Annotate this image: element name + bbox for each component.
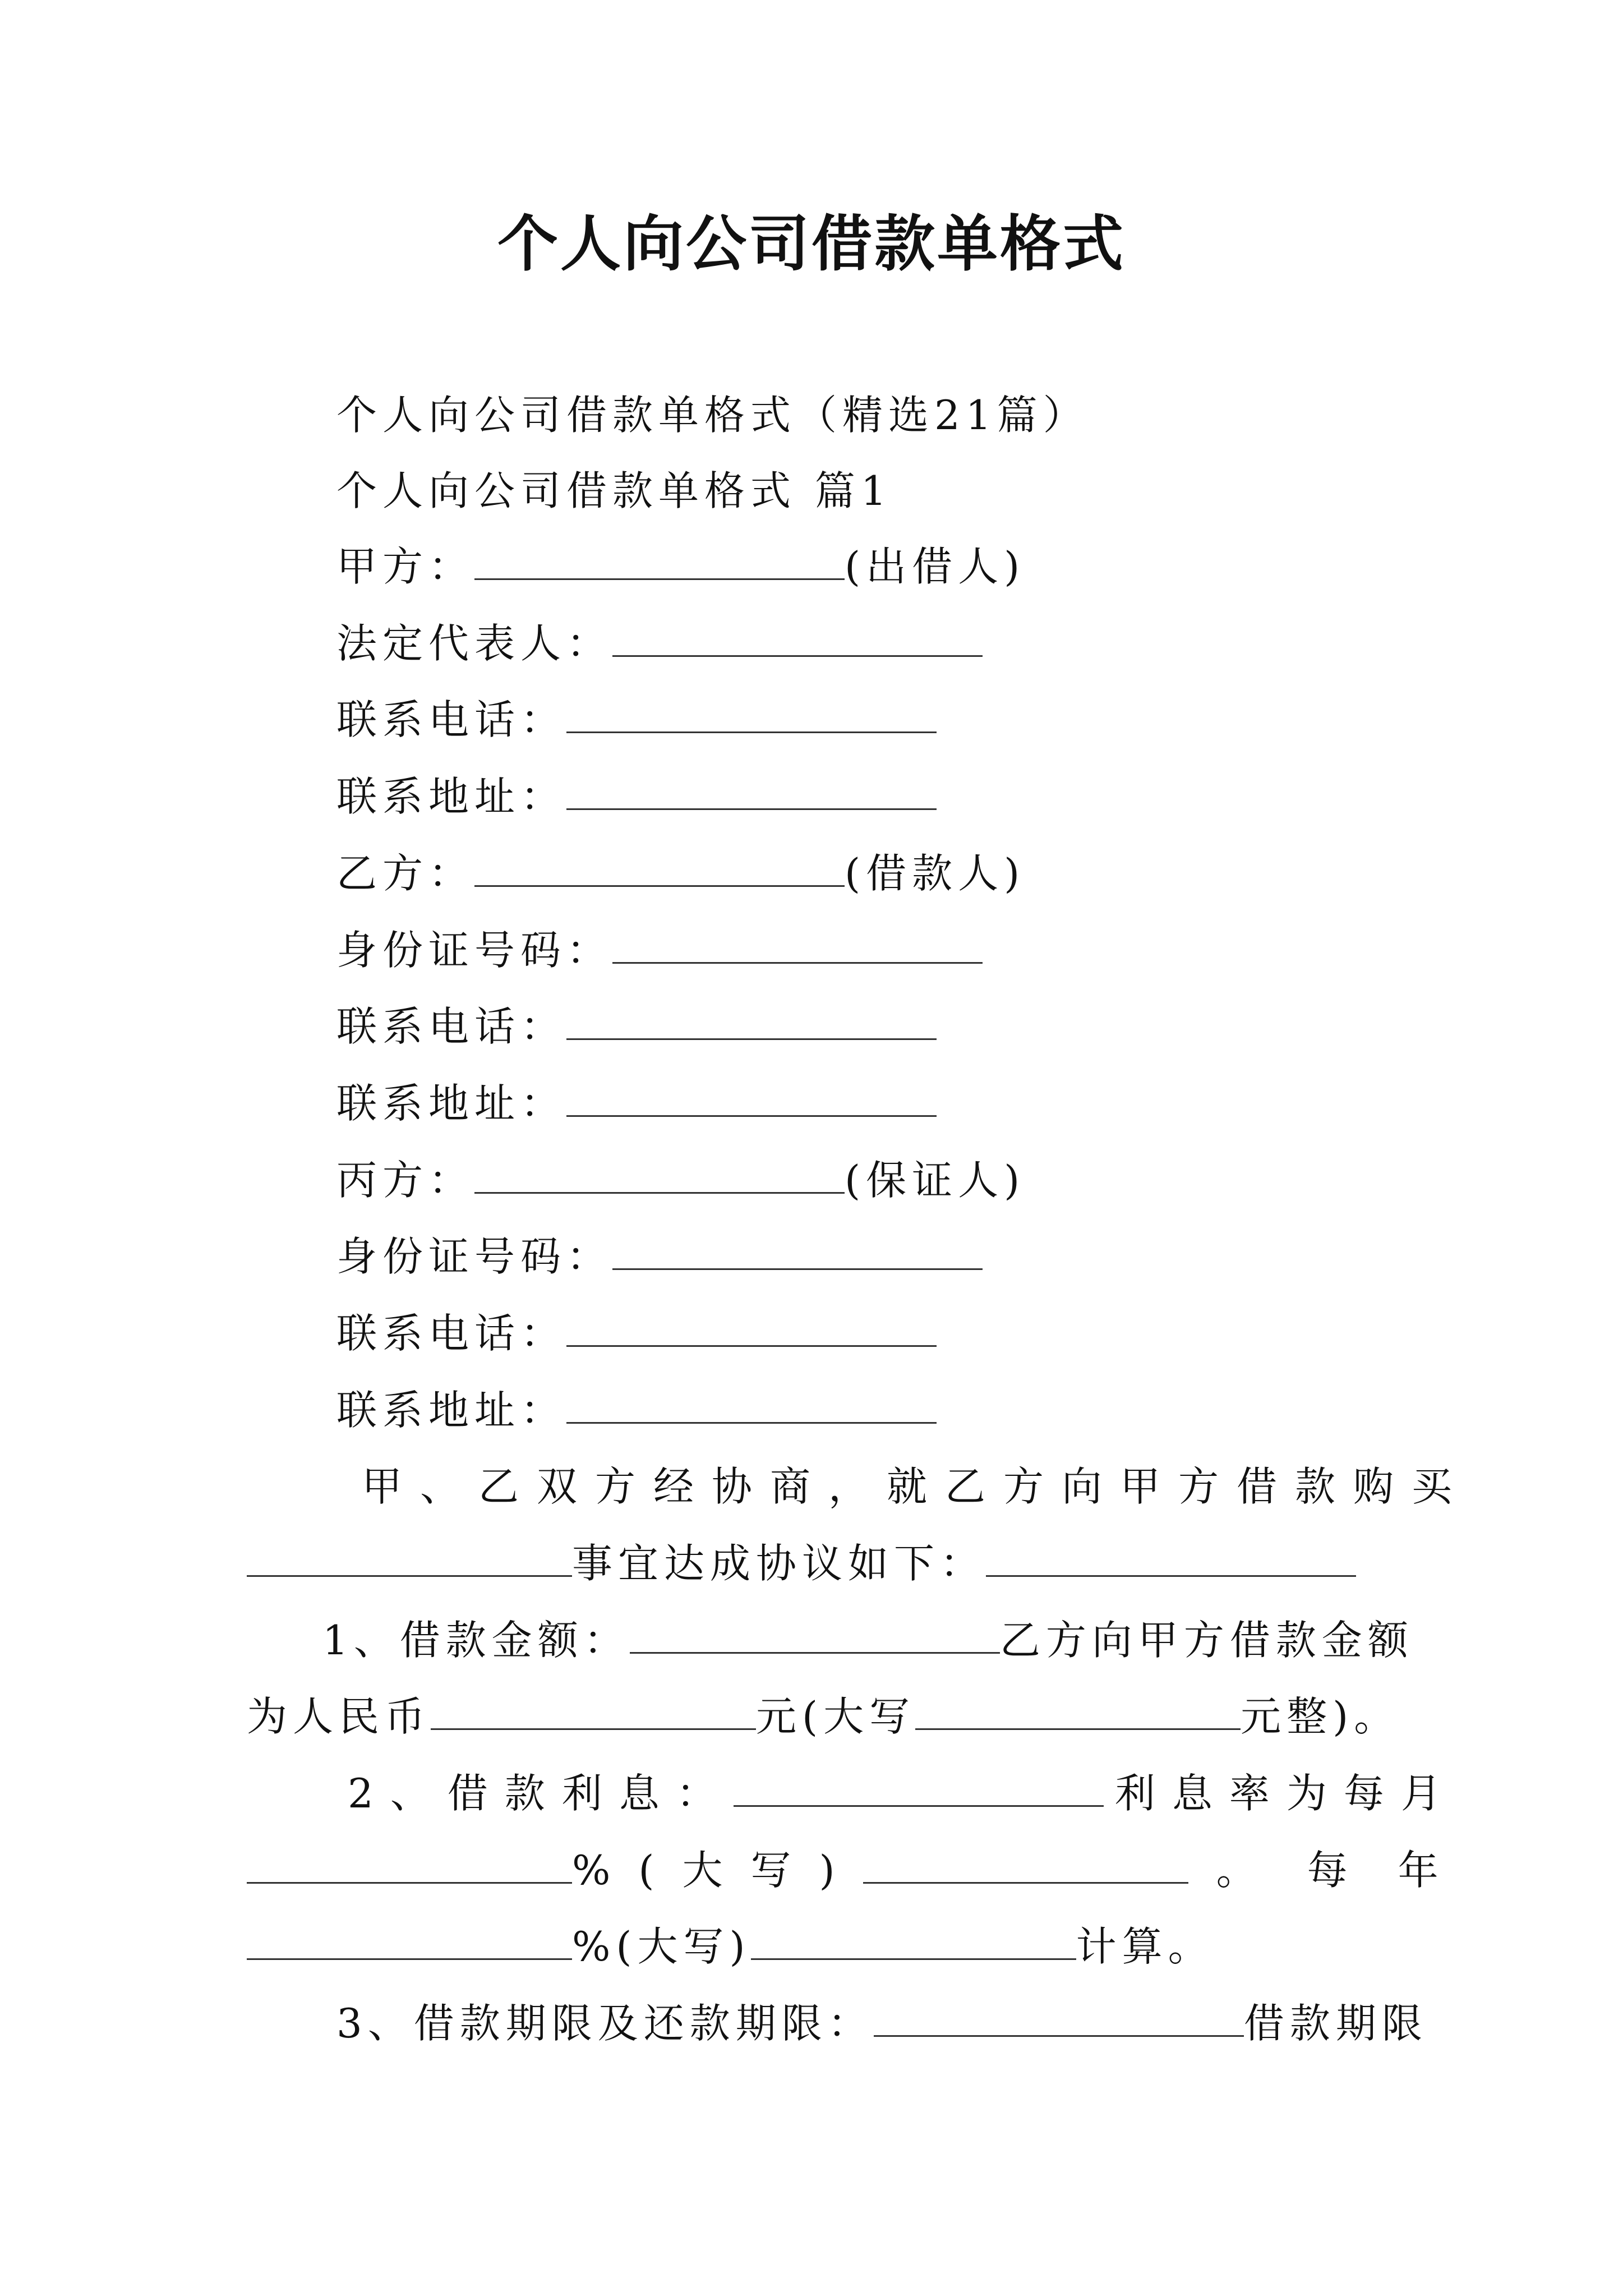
party-a-phone-blank[interactable]: [566, 731, 937, 733]
party-a-line: [336, 539, 1025, 595]
clause-3-term-blank[interactable]: [874, 2035, 1244, 2037]
party-b-address-line: 联系地址：: [336, 1075, 937, 1131]
clause-1-line-1: 1、借款金额： 乙方向甲方借款金额: [322, 1617, 1414, 1664]
clause-2-interest-blank[interactable]: [734, 1805, 1104, 1807]
party-a-legal-rep-line: 法定代表人：: [336, 615, 983, 671]
clause-2-line-3: %(大写) 计算。: [247, 1918, 1214, 1975]
party-b-id-blank[interactable]: [612, 962, 983, 964]
clause-2-line-1: 2、借款利息： 利息率为每月: [348, 1770, 1458, 1817]
intro-line-2: 事宜达成协议如下：: [247, 1535, 1356, 1591]
clause-1-uppercase-blank[interactable]: [915, 1728, 1241, 1730]
clause-1-line-2: 为人民币 元(大写 元整)。: [247, 1693, 1400, 1740]
party-c-id-line: 身份证号码：: [336, 1228, 983, 1285]
party-c-line: [336, 1152, 1025, 1208]
party-a-name-blank[interactable]: [474, 578, 845, 580]
clause-2-yearly-rate-blank[interactable]: [247, 1958, 572, 1960]
party-a-address-blank[interactable]: [566, 808, 937, 810]
intro-line-1: 甲、乙双方经协商，就乙方向甲方借款购买: [362, 1463, 1470, 1510]
party-a-address-line: 联系地址：: [336, 769, 937, 825]
intro-extra-blank[interactable]: [986, 1575, 1356, 1577]
party-c-phone-line: 联系电话：: [336, 1305, 937, 1361]
party-b-id-line: 身份证号码：: [336, 922, 983, 978]
party-c-address-blank[interactable]: [566, 1422, 937, 1424]
clause-1-amount-blank[interactable]: [630, 1652, 1000, 1654]
intro-purpose-blank[interactable]: [247, 1575, 572, 1577]
party-a-phone-line: 联系电话：: [336, 692, 937, 748]
clause-2-yearly-uppercase-blank[interactable]: [751, 1958, 1076, 1960]
party-c-phone-blank[interactable]: [566, 1345, 937, 1347]
document-title: 个人向公司借款单格式: [497, 209, 1126, 279]
party-b-phone-blank[interactable]: [566, 1038, 937, 1040]
party-c-address-line: 联系地址：: [336, 1382, 937, 1438]
party-b-phone-line: 联系电话：: [336, 999, 937, 1055]
party-c-role: (保证人): [845, 1157, 1026, 1204]
party-b-name-blank[interactable]: [474, 885, 845, 887]
clause-1-rmb-blank[interactable]: [431, 1728, 756, 1730]
document-subtitle: 个人向公司借款单格式（精选21篇）: [336, 392, 1089, 439]
party-a-role: (出借人): [845, 543, 1026, 590]
party-b-role: (借款人): [845, 850, 1026, 897]
party-c-id-blank[interactable]: [612, 1268, 983, 1270]
party-b-address-blank[interactable]: [566, 1115, 937, 1117]
party-a-legal-rep-blank[interactable]: [612, 655, 983, 657]
section-heading: 个人向公司借款单格式 篇1: [336, 467, 892, 514]
party-c-name-blank[interactable]: [474, 1192, 845, 1194]
clause-2-line-2: %(大写) 。每年: [247, 1842, 1489, 1898]
party-a-label: 甲方：: [336, 543, 475, 590]
party-b-label: 乙方：: [336, 850, 475, 897]
clause-2-monthly-uppercase-blank[interactable]: [863, 1882, 1188, 1884]
party-c-label: 丙方：: [336, 1157, 475, 1204]
party-b-line: [336, 845, 1025, 901]
clause-3-line-1: 3、借款期限及还款期限： 借款期限: [336, 2000, 1428, 2047]
clause-2-monthly-rate-blank[interactable]: [247, 1882, 572, 1884]
